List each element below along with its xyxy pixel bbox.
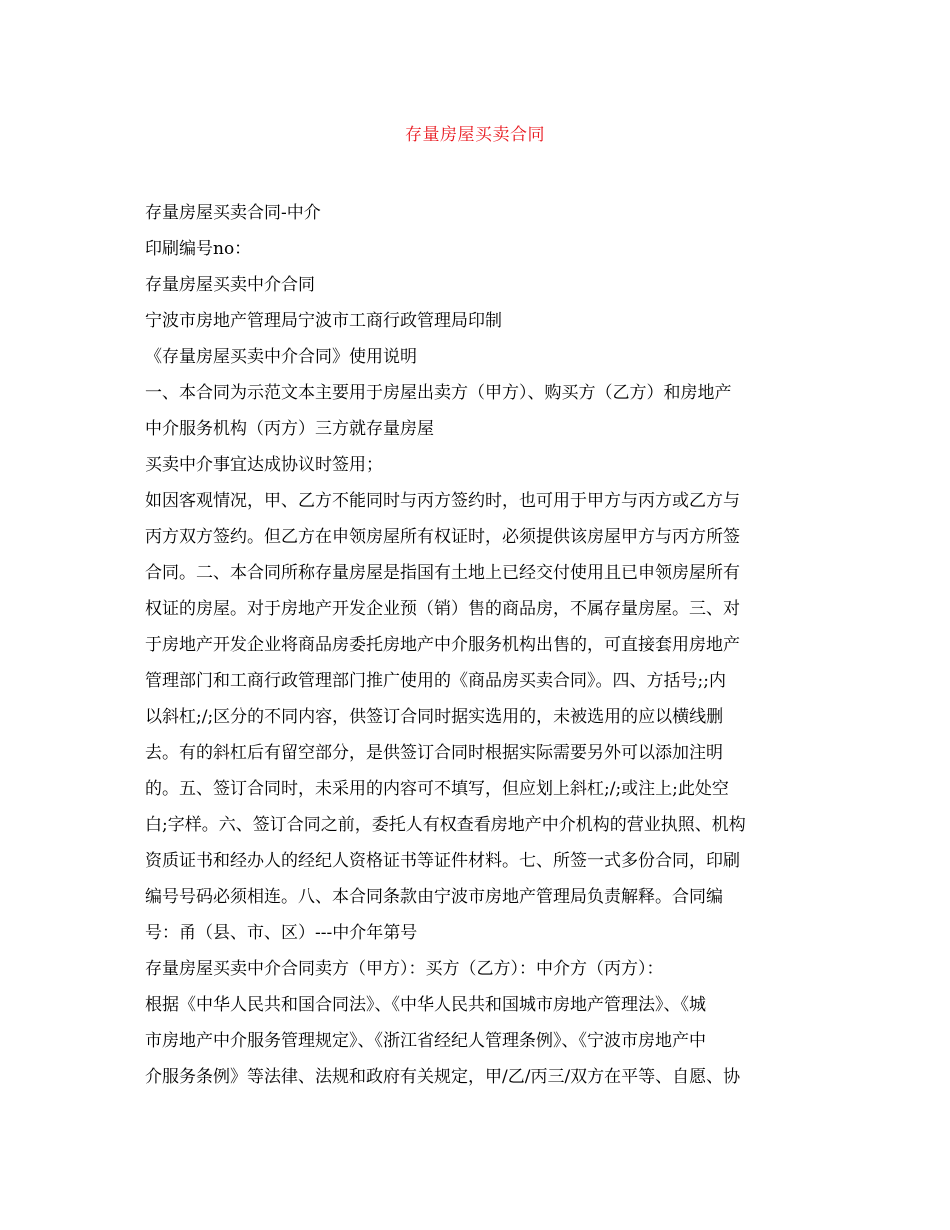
- text-line: 买卖中介事宜达成协议时签用；: [145, 455, 383, 475]
- text-line: 号：甬（县、市、区）---中介年第号: [145, 923, 418, 943]
- document-title: 存量房屋买卖合同: [405, 125, 545, 145]
- text-line: 宁波市房地产管理局宁波市工商行政管理局印制: [145, 311, 502, 331]
- text-line: 合同。二、本合同所称存量房屋是指国有土地上已经交付使用且已申领房屋所有: [145, 563, 740, 583]
- text-line: 印刷编号no：: [145, 239, 252, 259]
- document-body: [145, 195, 815, 1095]
- text-line: 去。有的斜杠后有留空部分，是供签订合同时根据实际需要另外可以添加注明: [145, 743, 723, 763]
- text-line: 市房地产中介服务管理规定》、《浙江省经纪人管理条例》、《宁波市房地产中: [145, 1031, 706, 1051]
- text-line: 权证的房屋。对于房地产开发企业预（销）售的商品房，不属存量房屋。三、对: [145, 599, 740, 619]
- text-line: 丙方双方签约。但乙方在申领房屋所有权证时，必须提供该房屋甲方与丙方所签: [145, 527, 740, 547]
- text-line: 根据《中华人民共和国合同法》、《中华人民共和国城市房地产管理法》、《城: [145, 995, 706, 1015]
- text-line: 以斜杠;/;区分的不同内容，供签订合同时据实选用的，未被选用的应以横线删: [145, 707, 724, 727]
- text-line: 如因客观情况，甲、乙方不能同时与丙方签约时，也可用于甲方与丙方或乙方与: [145, 491, 740, 511]
- text-line: 于房地产开发企业将商品房委托房地产中介服务机构出售的，可直接套用房地产: [145, 635, 740, 655]
- text-line: 存量房屋买卖中介合同卖方（甲方）：买方（乙方）：中介方（丙方）：: [145, 959, 664, 979]
- text-line: 存量房屋买卖中介合同: [145, 275, 315, 295]
- text-line: 编号号码必须相连。八、本合同条款由宁波市房地产管理局负责解释。合同编: [145, 887, 723, 907]
- text-line: 中介服务机构（丙方）三方就存量房屋: [145, 419, 434, 439]
- text-line: 管理部门和工商行政管理部门推广使用的《商品房买卖合同》。四、方括号;;内: [145, 671, 726, 691]
- text-line: 介服务条例》等法律、法规和政府有关规定，甲/乙/丙三/双方在平等、自愿、协: [145, 1067, 741, 1087]
- text-line: 一、本合同为示范文本主要用于房屋出卖方（甲方）、购买方（乙方）和房地产: [145, 383, 732, 403]
- text-line: 《存量房屋买卖中介合同》使用说明: [145, 347, 417, 367]
- text-line: 的。五、签订合同时，未采用的内容可不填写，但应划上斜杠;/;或注上;此处空: [145, 779, 729, 799]
- text-line: 资质证书和经办人的经纪人资格证书等证件材料。七、所签一式多份合同，印刷: [145, 851, 740, 871]
- text-line: 白;字样。六、签订合同之前，委托人有权查看房地产中介机构的营业执照、机构: [145, 815, 746, 835]
- text-line: 存量房屋买卖合同-中介: [145, 203, 321, 223]
